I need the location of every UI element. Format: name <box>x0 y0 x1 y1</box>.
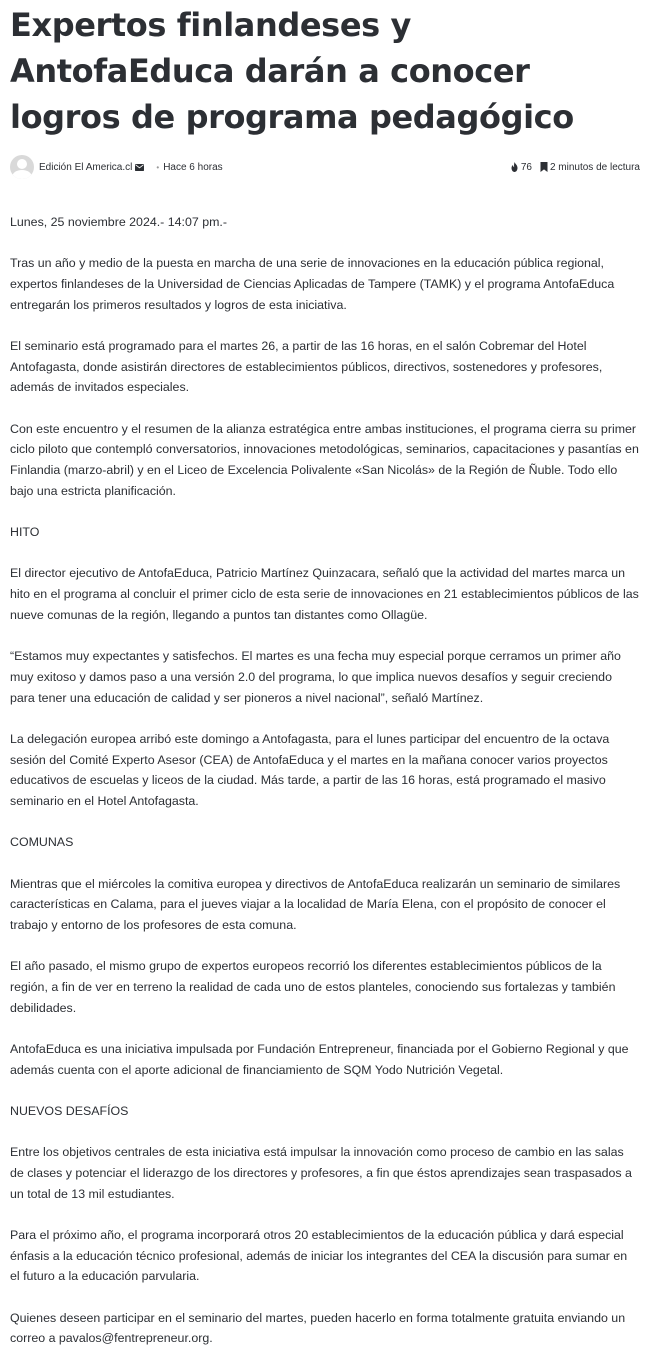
article-stats <box>510 162 640 173</box>
posted-time: Hace 6 horas <box>163 161 223 173</box>
article-paragraph: La delegación europea arribó este domingo a Antofagasta, para el lunes participar del encuentro de la octava sesión del Comité Experto Asesor (CEA) de AntofaEduca y el martes en la mañana conocer varios proyectos educativos de escuelas y liceos de la ciudad. Más tarde, a partir de las 16 horas, está programado el masivo seminario en el Hotel Antofagasta. <box>10 731 610 808</box>
article-date: Lunes, 25 noviembre 2024.- 14:07 pm.- <box>10 215 227 229</box>
avatar-head <box>17 159 27 169</box>
view-count: 76 <box>520 161 532 173</box>
article-paragraph: El año pasado, el mismo grupo de expertos europeos recorrió los diferentes establecimientos públicos de la región, a fin de ver en terreno la realidad de cada uno de estos planteles, conociendo sus fortalezas y también debilidades. <box>10 959 616 1015</box>
section-heading-comunas: COMUNAS <box>10 835 74 850</box>
bookmark-icon <box>540 162 548 172</box>
author-name-link[interactable]: Edición El America.cl <box>39 161 133 173</box>
article-paragraph: Quienes deseen participar en el seminario del martes, pueden hacerlo en forma totalmente gratuita enviando un correo a pavalos@fentrepreneur.org. <box>10 1310 626 1346</box>
section-heading-nuevos-desafios: NUEVOS DESAFÍOS <box>10 1103 129 1118</box>
meta-separator: • <box>156 162 160 172</box>
fire-icon <box>510 162 519 172</box>
read-time: 2 minutos de lectura <box>549 161 640 173</box>
article-paragraph: Tras un año y medio de la puesta en marcha de una serie de innovaciones en la educación pública regional, expertos finlandeses de la Universidad de Ciencias Aplicadas de Tampere (TAMK) y el programa AntofaEduca entregarán los primeros resultados y logros de esta iniciativa. <box>10 256 615 312</box>
article-body <box>10 212 640 1349</box>
article-paragraph: Para el próximo año, el programa incorporará otros 20 establecimientos de la educación pública y dará especial énfasis a la educación técnico profesional, además de iniciar los integrantes del CEA la discusión para sumar en el futuro a la educación parvularia. <box>10 1227 628 1284</box>
article-paragraph: Entre los objetivos centrales de esta iniciativa está impulsar la innovación como proceso de cambio en las salas de clases y potenciar el liderazgo de los directores y profesores, a fin que éstos aprendizajes sean traspasados a un total de 13 mil estudiantes. <box>10 1145 632 1201</box>
section-heading-hito: HITO <box>10 525 40 540</box>
article-paragraph: El seminario está programado para el martes 26, a partir de las 16 horas, en el salón Cobremar del Hotel Antofagasta, donde asistirán directores de establecimientos públicos, directivos, sostenedores y profesores, además de invitados especiales. <box>10 339 603 395</box>
article-paragraph: AntofaEduca es una iniciativa impulsada por Fundación Entrepreneur, financiada por el Gobierno Regional y que además cuenta con el aporte adicional de financiamiento de SQM Yodo Nutrición Vegetal. <box>10 1041 629 1077</box>
article-paragraph: El director ejecutivo de AntofaEduca, Patricio Martínez Quinzacara, señaló que la actividad del martes marca un hito en el programa al concluir el primer ciclo de esta serie de innovaciones en 21 establecimientos públicos de las nueve comunas de la región, llegando a puntos tan distantes como Ollagüe. <box>10 566 639 622</box>
envelope-icon[interactable] <box>135 164 144 171</box>
article-paragraph: Con este encuentro y el resumen de la alianza estratégica entre ambas instituciones, el programa cierra su primer ciclo piloto que contempló conversatorios, innovaciones metodológicas, seminarios, capacitaciones y pasantías en Finlandia (marzo-abril) y en el Liceo de Excelencia Polivalente «San Nicolás» de la Región de Ñuble. Todo ello bajo una estricta planificación. <box>10 421 639 498</box>
article-quote: “Estamos muy expectantes y satisfechos. El martes es una fecha muy especial porque cerramos un primer año muy exitoso y damos paso a una versión 2.0 del programa, lo que implica nuevos desafíos y seguir creciendo para tener una educación de calidad y ser pioneros a nivel nacional”, señaló Martínez. <box>10 649 621 705</box>
article-paragraph: Mientras que el miércoles la comitiva europea y directivos de AntofaEduca realizarán un seminario de similares características en Calama, para el jueves viajar a la localidad de María Elena, con el propósito de conocer el trabajo y entorno de los profesores de esta comuna. <box>10 876 621 932</box>
author-avatar[interactable] <box>10 155 34 179</box>
article-title: Expertos finlandeses y AntofaEduca darán a conocer logros de programa pedagógico <box>10 6 574 136</box>
avatar-shoulders <box>12 170 32 179</box>
article-meta <box>10 152 640 182</box>
